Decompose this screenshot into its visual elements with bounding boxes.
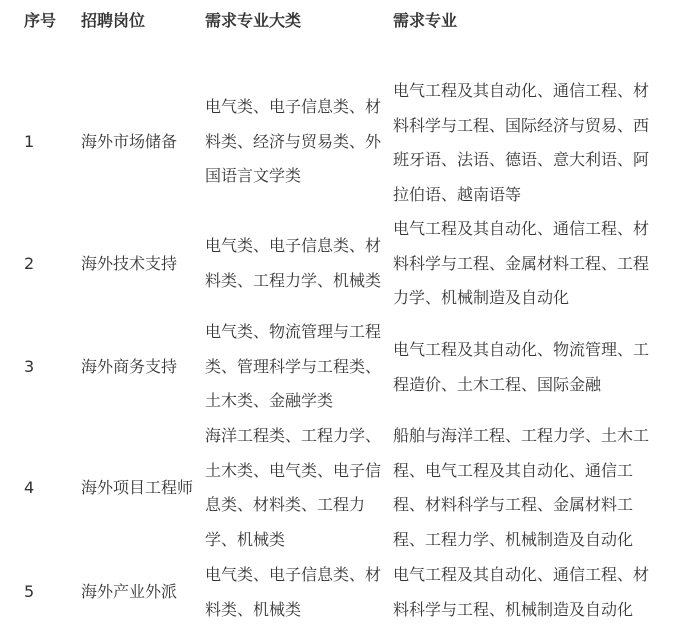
row-major [393, 419, 649, 557]
major-line: 拉伯语、越南语等 [393, 184, 522, 204]
row-major [393, 212, 649, 316]
major-line: 电气工程及其自动化、通信工程、材 [393, 565, 650, 584]
major-line: 电气工程及其自动化、物流管理、工 [393, 340, 650, 359]
major-line: 料科学与工程、国际经济与贸易、西 [393, 115, 650, 135]
major-line: 班牙语、法语、德语、意大利语、阿 [393, 150, 650, 169]
row-position: 海外技术支持 [81, 254, 178, 273]
row-index: 2 [24, 254, 35, 273]
major-line: 料科学与工程、机械制造及自动化 [393, 599, 634, 619]
row-index: 4 [24, 478, 35, 497]
category-line: 电气类、电子信息类、材 [205, 565, 382, 584]
category-line: 电气类、电子信息类、材 [205, 236, 382, 255]
header-category: 需求专业大类 [205, 11, 302, 30]
category-line: 类、管理科学与工程类、 [205, 356, 382, 376]
category-line: 土木类、金融学类 [205, 391, 334, 410]
header-position: 招聘岗位 [81, 11, 146, 30]
row-index: 3 [24, 357, 35, 376]
major-line: 程、材料科学与工程、金属材料工 [393, 495, 634, 514]
row-major [393, 333, 649, 402]
major-line: 电气工程及其自动化、通信工程、材 [393, 81, 650, 100]
row-position: 海外市场储备 [81, 132, 178, 151]
row-index: 5 [24, 582, 35, 601]
major-line: 料科学与工程、金属材料工程、工程 [393, 253, 650, 273]
header-index: 序号 [24, 11, 57, 30]
category-line: 土木类、电气类、电子信 [205, 460, 382, 480]
row-category [205, 90, 381, 194]
major-line: 程、电气工程及其自动化、通信工 [393, 460, 634, 480]
category-line: 料类、工程力学、机械类 [205, 270, 382, 290]
major-line: 程造价、土木工程、国际金融 [393, 374, 602, 394]
category-line: 电气类、物流管理与工程 [205, 322, 382, 341]
row-major [393, 558, 649, 627]
row-major [393, 74, 649, 212]
row-position: 海外商务支持 [81, 357, 178, 376]
row-category [205, 229, 381, 298]
category-line: 海洋工程类、工程力学、 [205, 426, 382, 445]
category-line: 学、机械类 [205, 529, 286, 549]
category-line: 料类、机械类 [205, 599, 302, 619]
row-category [205, 419, 381, 557]
major-line: 力学、机械制造及自动化 [393, 288, 570, 307]
row-category [205, 315, 381, 419]
category-line: 息类、材料类、工程力 [205, 495, 366, 514]
major-line: 船舶与海洋工程、工程力学、土木工 [393, 426, 650, 445]
header-major: 需求专业 [393, 11, 458, 30]
major-line: 电气工程及其自动化、通信工程、材 [393, 219, 650, 238]
row-index: 1 [24, 132, 35, 151]
category-line: 料类、经济与贸易类、外 [205, 131, 382, 151]
row-position: 海外项目工程师 [81, 478, 194, 497]
major-line: 程、工程力学、机械制造及自动化 [393, 529, 634, 549]
category-line: 国语言文学类 [205, 166, 302, 185]
row-category [205, 558, 381, 627]
row-position: 海外产业外派 [81, 582, 178, 601]
category-line: 电气类、电子信息类、材 [205, 97, 382, 116]
